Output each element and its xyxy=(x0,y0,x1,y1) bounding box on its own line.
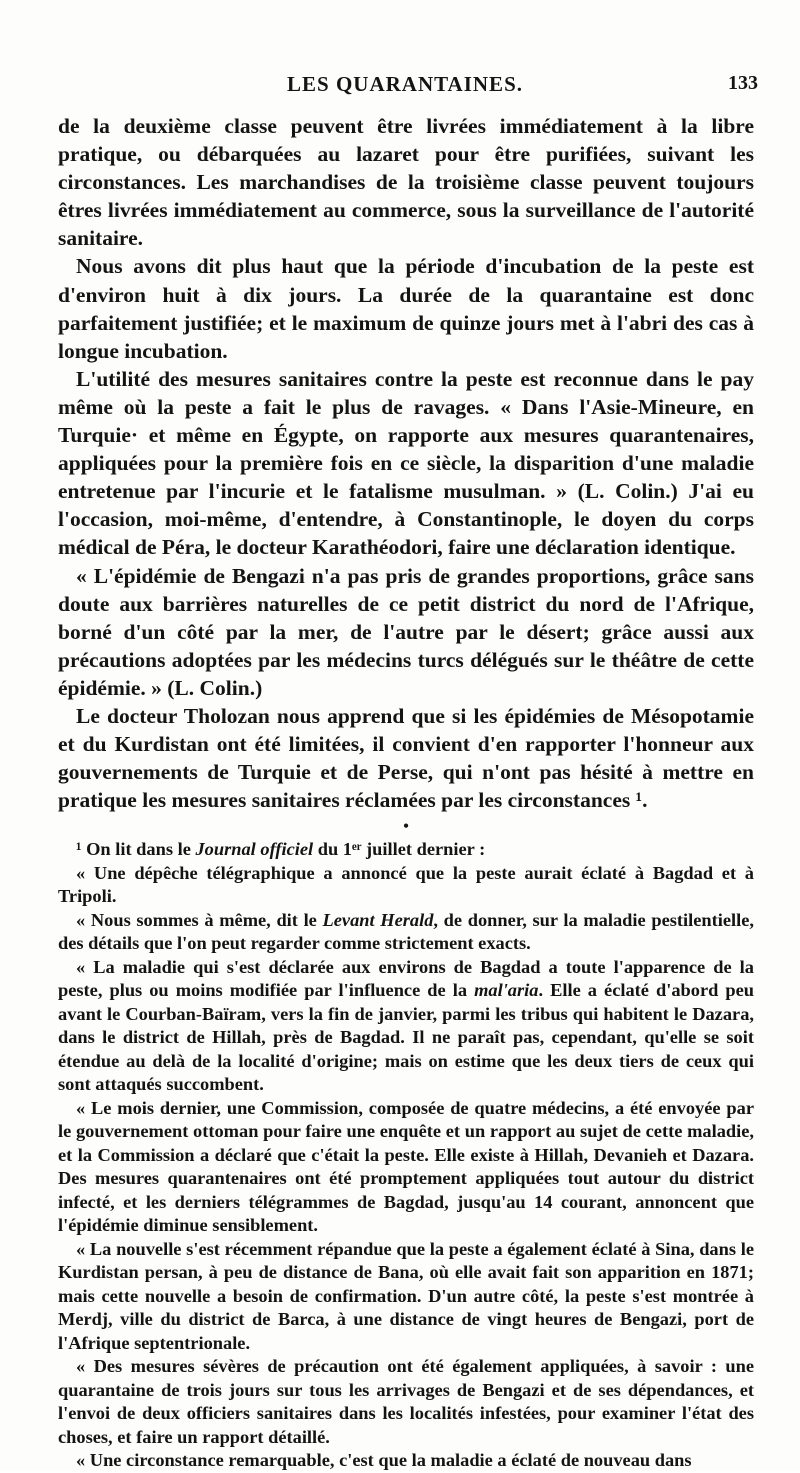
footnote-paragraph: « Le mois dernier, une Commission, composée de quatre médecins, a été envoyée par le gouvernement ottoman pour faire une enquête et un rapport au sujet de cette maladie, et la Commission a déclaré que c'était la peste. Elle existe à Hillah, Devanieh et Dazara. Des mesures quarantenaires ont été promptement appliquées tout autour du district infecté, et les derniers télégrammes de Bagdad, jusqu'au 14 courant, annoncent que l'épidémie diminue sensiblement. xyxy=(58,1097,754,1236)
paragraph: L'utilité des mesures sanitaires contre la peste est reconnue dans le pay même où la peste a fait le plus de ravages. « Dans l'Asie-Mineure, en Turquie· et même en Égypte, on rapporte aux mesures quarantenaires, appliquées pour la première fois en ce siècle, la disparition d'une maladie entretenue par l'incurie et le fatalisme musulman. » (L. Colin.) J'ai eu l'occasion, moi-même, d'entendre, à Constantinople, le doyen du corps médical de Péra, le docteur Karathéodori, faire une déclaration identique. xyxy=(58,366,754,560)
main-text xyxy=(58,112,754,1473)
footnotes xyxy=(58,838,754,1473)
newspaper-title: Levant Herald xyxy=(322,909,434,930)
footnote-intro: ¹ On lit dans le Journal officiel du 1ᵉʳ juillet dernier : xyxy=(76,839,486,860)
page-number: 133 xyxy=(728,72,758,94)
term-malaria: mal'aria xyxy=(474,980,539,1001)
paragraph: « L'épidémie de Bengazi n'a pas pris de grandes proportions, grâce sans doute aux barrières naturelles de ce petit district du nord de l'Afrique, borné d'un côté par la mer, de l'autre par le désert; grâce aussi aux précautions adoptées par les médecins turcs délégués sur le théâtre de cette épidémie. » (L. Colin.) xyxy=(58,563,754,700)
paragraph: Le docteur Tholozan nous apprend que si les épidémies de Mésopotamie et du Kurdistan ont été limitées, il convient d'en rapporter l'honneur aux gouvernements de Turquie et de Perse, qui n'ont pas hésité à mettre en pratique les mesures sanitaires réclamées par les circonstances ¹. xyxy=(58,703,754,813)
paragraph: de la deuxième classe peuvent être livrées immédiatement à la libre pratique, ou débarquées au lazaret pour être purifiées, suivant les circonstances. Les marchandises de la troisième classe peuvent toujours êtres livrées immédiatement au commerce, sous la surveillance de l'autorité sanitaire. xyxy=(58,114,754,251)
footnote-paragraph: « Une dépêche télégraphique a annoncé que la peste aurait éclaté à Bagdad et à Tripoli. xyxy=(58,862,754,907)
paragraph: Nous avons dit plus haut que la période d'incubation de la peste est d'environ huit à dix jours. La durée de la quarantaine est donc parfaitement justifiée; et le maximum de quinze jours met à l'abri des cas à longue incubation. xyxy=(58,254,754,363)
footnote-paragraph: « La nouvelle s'est récemment répandue que la peste a également éclaté à Sina, dans le Kurdistan persan, à peu de distance de Bana, où elle avait fait son apparition en 1871; mais cette nouvelle a besoin de confirmation. D'un autre côté, la peste s'est montrée à Merdj, ville du district de Barca, à une distance de vingt heures de Bengazi, port de l'Afrique septentrionale. xyxy=(58,1238,754,1353)
page-header xyxy=(50,72,760,102)
footnote-paragraph: « Nous sommes à même, dit le Levant Herald, de donner, sur la maladie pestilentielle, des détails que l'on peut regarder comme strictement exacts. xyxy=(58,909,754,954)
footnote-paragraph: « Des mesures sévères de précaution ont été également appliquées, à savoir : une quarantaine de trois jours sur tous les arrivages de Bengazi et de ses dépendances, et l'envoi de deux officiers sanitaires dans les localités infestées, pour examiner l'état des choses, et faire un rapport détaillé. xyxy=(58,1356,754,1447)
running-head: LES QUARANTAINES. xyxy=(287,72,523,96)
footnote-separator: • xyxy=(403,818,409,836)
footnote-paragraph: « Une circonstance remarquable, c'est que la maladie a éclaté de nouveau dans xyxy=(76,1450,692,1471)
journal-title: Journal officiel xyxy=(195,839,314,860)
footnote-paragraph: « La maladie qui s'est déclarée aux environs de Bagdad a toute l'apparence de la peste, plus ou moins modifiée par l'influence de la mal'aria. Elle a éclaté d'abord peu avant le Courban-Baïram, vers la fin de janvier, parmi les tribus qui habitent le Dazara, dans le district de Hillah, près de Bagdad. Il ne paraît pas, cependant, qu'elle se soit étendue au delà de la localité d'origine; mais on estime que les deux tiers de ceux qui sont attaqués succombent. xyxy=(58,956,755,1095)
